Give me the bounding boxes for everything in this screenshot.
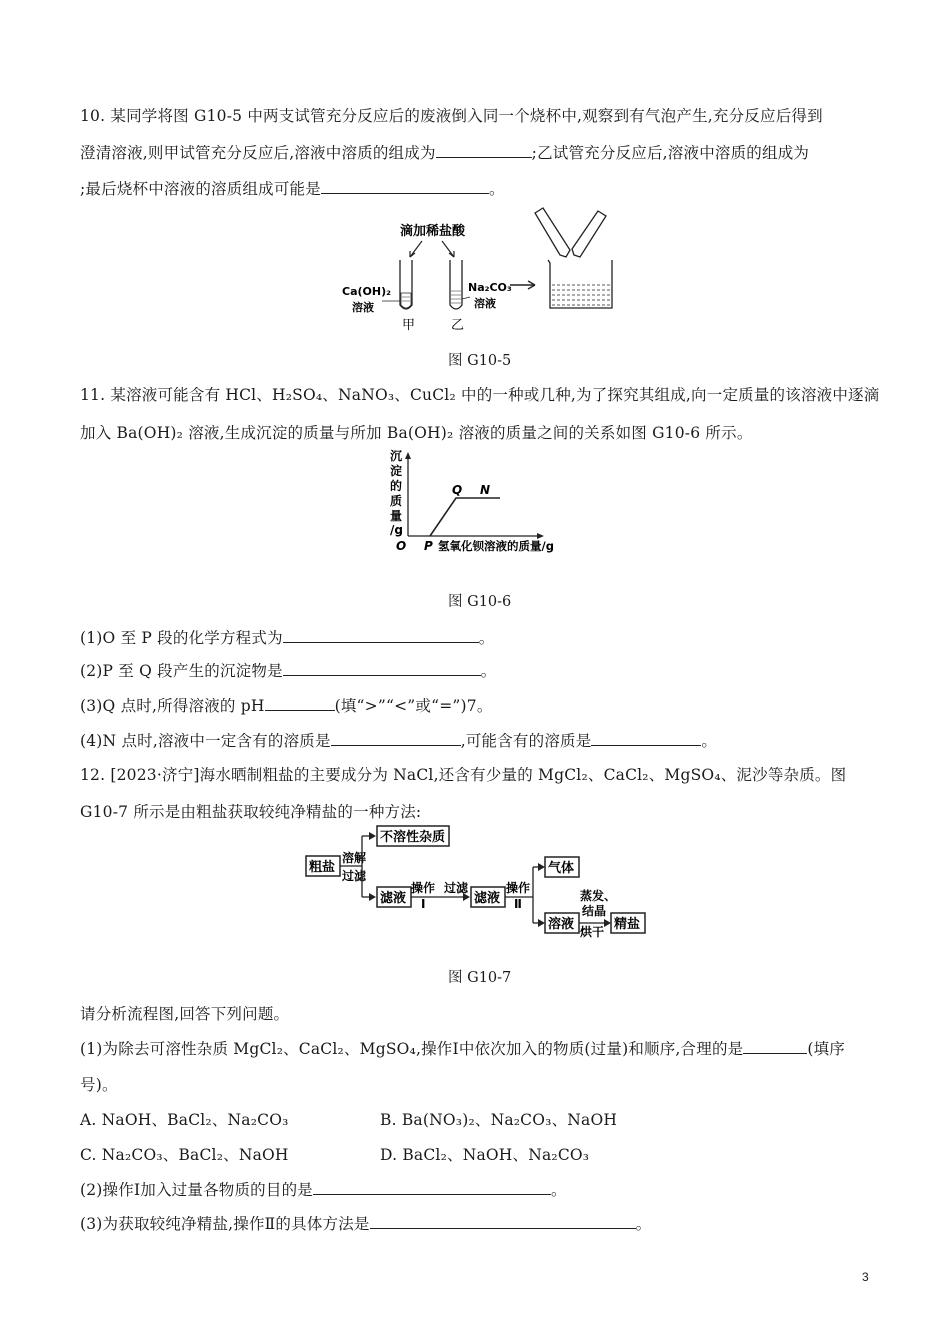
point-p-label: P (424, 539, 433, 553)
y-axis-label-3: 的 (390, 479, 403, 493)
graph-g10-6 (380, 448, 580, 560)
answer-blank[interactable] (313, 1180, 551, 1195)
arrow-head (369, 893, 376, 901)
beaker (548, 260, 612, 308)
q12-sub3-text: (3)为获取较纯净精盐,操作Ⅱ的具体方法是 (80, 1215, 370, 1233)
answer-blank[interactable] (370, 1214, 636, 1229)
origin-label: O (396, 539, 407, 553)
arrow-head (538, 919, 545, 927)
q12-intro: 请分析流程图,回答下列问题。 (80, 1005, 290, 1023)
q10-line3-text-a: ;最后烧杯中溶液的溶质组成可能是 (80, 180, 321, 198)
page-number: 3 (862, 1270, 869, 1284)
answer-blank[interactable] (436, 143, 532, 158)
y-axis-label-2: 淀 (390, 464, 403, 478)
answer-blank[interactable] (321, 179, 489, 194)
answer-blank[interactable] (743, 1039, 807, 1054)
solution-label-b: 溶液 (474, 297, 496, 310)
crystallize-label: 结晶 (582, 904, 607, 918)
tube-b-label: 乙 (451, 318, 465, 333)
y-axis-label-6: /g (390, 523, 403, 537)
q12-sub3-end: 。 (635, 1215, 652, 1233)
q12-sub1 (80, 1037, 845, 1059)
gas-label: 气体 (548, 861, 575, 876)
caption-g10-7: 图 G10-7 (448, 970, 512, 986)
evaporate-label: 蒸发、 (580, 889, 617, 903)
q12-sub2 (80, 1178, 567, 1200)
filter-label: 过滤 (342, 869, 367, 883)
q11-sub4-end: 。 (701, 732, 718, 750)
answer-blank[interactable] (591, 731, 701, 746)
q11-sub2 (80, 659, 496, 681)
filter2-label: 过滤 (444, 881, 469, 895)
answer-blank[interactable] (265, 696, 335, 711)
arrow-head (604, 919, 611, 927)
q11-sub4-text-b: ,可能含有的溶质是 (460, 732, 592, 750)
dropping-acid-label: 滴加稀盐酸 (400, 224, 466, 239)
q10-line3-text-b: 。 (488, 180, 505, 198)
q12-sub1-end: (填序 (807, 1040, 845, 1058)
flowchart-g10-7 (300, 822, 660, 942)
y-axis-label-1: 沉 (390, 449, 403, 463)
na2co3-label: Na₂CO₃ (468, 281, 512, 294)
branch-line (340, 836, 362, 897)
operation2-label: 操作 (506, 881, 531, 895)
y-axis-label-5: 量 (390, 509, 403, 523)
poured-test-tube-left (535, 208, 570, 257)
dry-label: 烘干 (580, 925, 605, 939)
q12-line1: 12. [2023·济宁]海水晒制粗盐的主要成分为 NaCl,还含有少量的 MgCl₂、CaCl₂、MgSO₄、泥沙等杂质。图 (80, 766, 847, 784)
q12-sub3 (80, 1212, 651, 1234)
arrow-head (538, 863, 545, 871)
arrow-to-tube-b (442, 241, 454, 257)
arrow-to-tube-a (410, 241, 422, 257)
q12-line2: G10-7 所示是由粗盐获取较纯净精盐的一种方法: (80, 803, 422, 821)
q11-sub2-text: (2)P 至 Q 段产生的沉淀物是 (80, 662, 283, 680)
arrow-head (369, 832, 376, 840)
figure-g10-5 (330, 205, 630, 335)
branch-line-2 (505, 867, 533, 923)
point-q-label: Q (452, 483, 463, 497)
q11-sub3-text: (3)Q 点时,所得溶液的 pH (80, 697, 265, 715)
q10-line2 (80, 141, 809, 163)
q12-sub2-end: 。 (550, 1181, 567, 1199)
option-d: D. BaCl₂、NaOH、Na₂CO₃ (380, 1146, 590, 1164)
q11-sub3 (80, 694, 493, 716)
caption-g10-5: 图 G10-5 (448, 353, 512, 369)
operation1-numeral: Ⅰ (421, 897, 426, 911)
test-tube-a (400, 260, 412, 309)
q12-sub1-text: (1)为除去可溶性杂质 MgCl₂、CaCl₂、MgSO₄,操作Ⅰ中依次加入的物质(过量)和顺序,合理的是 (80, 1040, 744, 1058)
y-axis-label-4: 质 (390, 494, 403, 508)
solution-label: 溶液 (548, 917, 575, 932)
q10-line2-text-a: 澄清溶液,则甲试管充分反应后,溶液中溶质的组成为 (80, 144, 436, 162)
answer-blank[interactable] (283, 661, 481, 676)
q10-line2-text-b: ;乙试管充分反应后,溶液中溶质的组成为 (531, 144, 810, 162)
tube-a-label: 甲 (402, 318, 416, 333)
q11-sub1-end: 。 (478, 629, 495, 647)
solution-label-a: 溶液 (352, 301, 374, 314)
filtrate2-label: 滤液 (474, 891, 501, 906)
operation2-numeral: Ⅱ (514, 897, 522, 911)
test-tube-b (450, 260, 462, 309)
option-b: B. Ba(NO₃)₂、Na₂CO₃、NaOH (380, 1111, 618, 1129)
option-a: A. NaOH、BaCl₂、Na₂CO₃ (80, 1111, 289, 1129)
caoh2-label: Ca(OH)₂ (342, 285, 391, 298)
q11-sub4-text-a: (4)N 点时,溶液中一定含有的溶质是 (80, 732, 331, 750)
caption-g10-6: 图 G10-6 (448, 594, 512, 610)
q11-sub1-text: (1)O 至 P 段的化学方程式为 (80, 629, 283, 647)
q12-sub2-text: (2)操作Ⅰ加入过量各物质的目的是 (80, 1181, 313, 1199)
point-n-label: N (480, 483, 491, 497)
pointer-line (462, 297, 470, 299)
q11-line2: 加入 Ba(OH)₂ 溶液,生成沉淀的质量与所加 Ba(OH)₂ 溶液的质量之间的关系如图 G10-6 所示。 (80, 424, 753, 442)
option-c: C. Na₂CO₃、BaCl₂、NaOH (80, 1146, 289, 1164)
answer-blank[interactable] (283, 628, 479, 643)
q11-line1: 11. 某溶液可能含有 HCl、H₂SO₄、NaNO₃、CuCl₂ 中的一种或几种,为了探究其组成,向一定质量的该溶液中逐滴 (80, 386, 880, 404)
filtrate1-label: 滤液 (380, 891, 407, 906)
poured-test-tube-right (572, 211, 606, 257)
q11-sub3-end: (填“>”“<”或“=”)7。 (334, 697, 493, 715)
q10-line1: 10. 某同学将图 G10-5 中两支试管充分反应后的废液倒入同一个烧杯中,观察到有气泡产生,充分反应后得到 (80, 107, 823, 125)
crude-salt-label: 粗盐 (309, 860, 336, 875)
q10-line3 (80, 177, 505, 199)
q11-sub4 (80, 729, 717, 751)
answer-blank[interactable] (331, 731, 461, 746)
dissolve-label: 溶解 (342, 851, 367, 865)
pure-salt-label: 精盐 (614, 917, 641, 932)
curve-line (430, 498, 500, 536)
insoluble-label: 不溶性杂质 (380, 830, 446, 845)
operation1-label: 操作 (411, 881, 436, 895)
y-axis-arrow (405, 452, 411, 459)
q12-sub1-cont: 号)。 (80, 1076, 118, 1094)
q11-sub1 (80, 626, 494, 648)
q11-sub2-end: 。 (480, 662, 497, 680)
x-axis-label: 氢氧化钡溶液的质量/g (438, 539, 554, 553)
